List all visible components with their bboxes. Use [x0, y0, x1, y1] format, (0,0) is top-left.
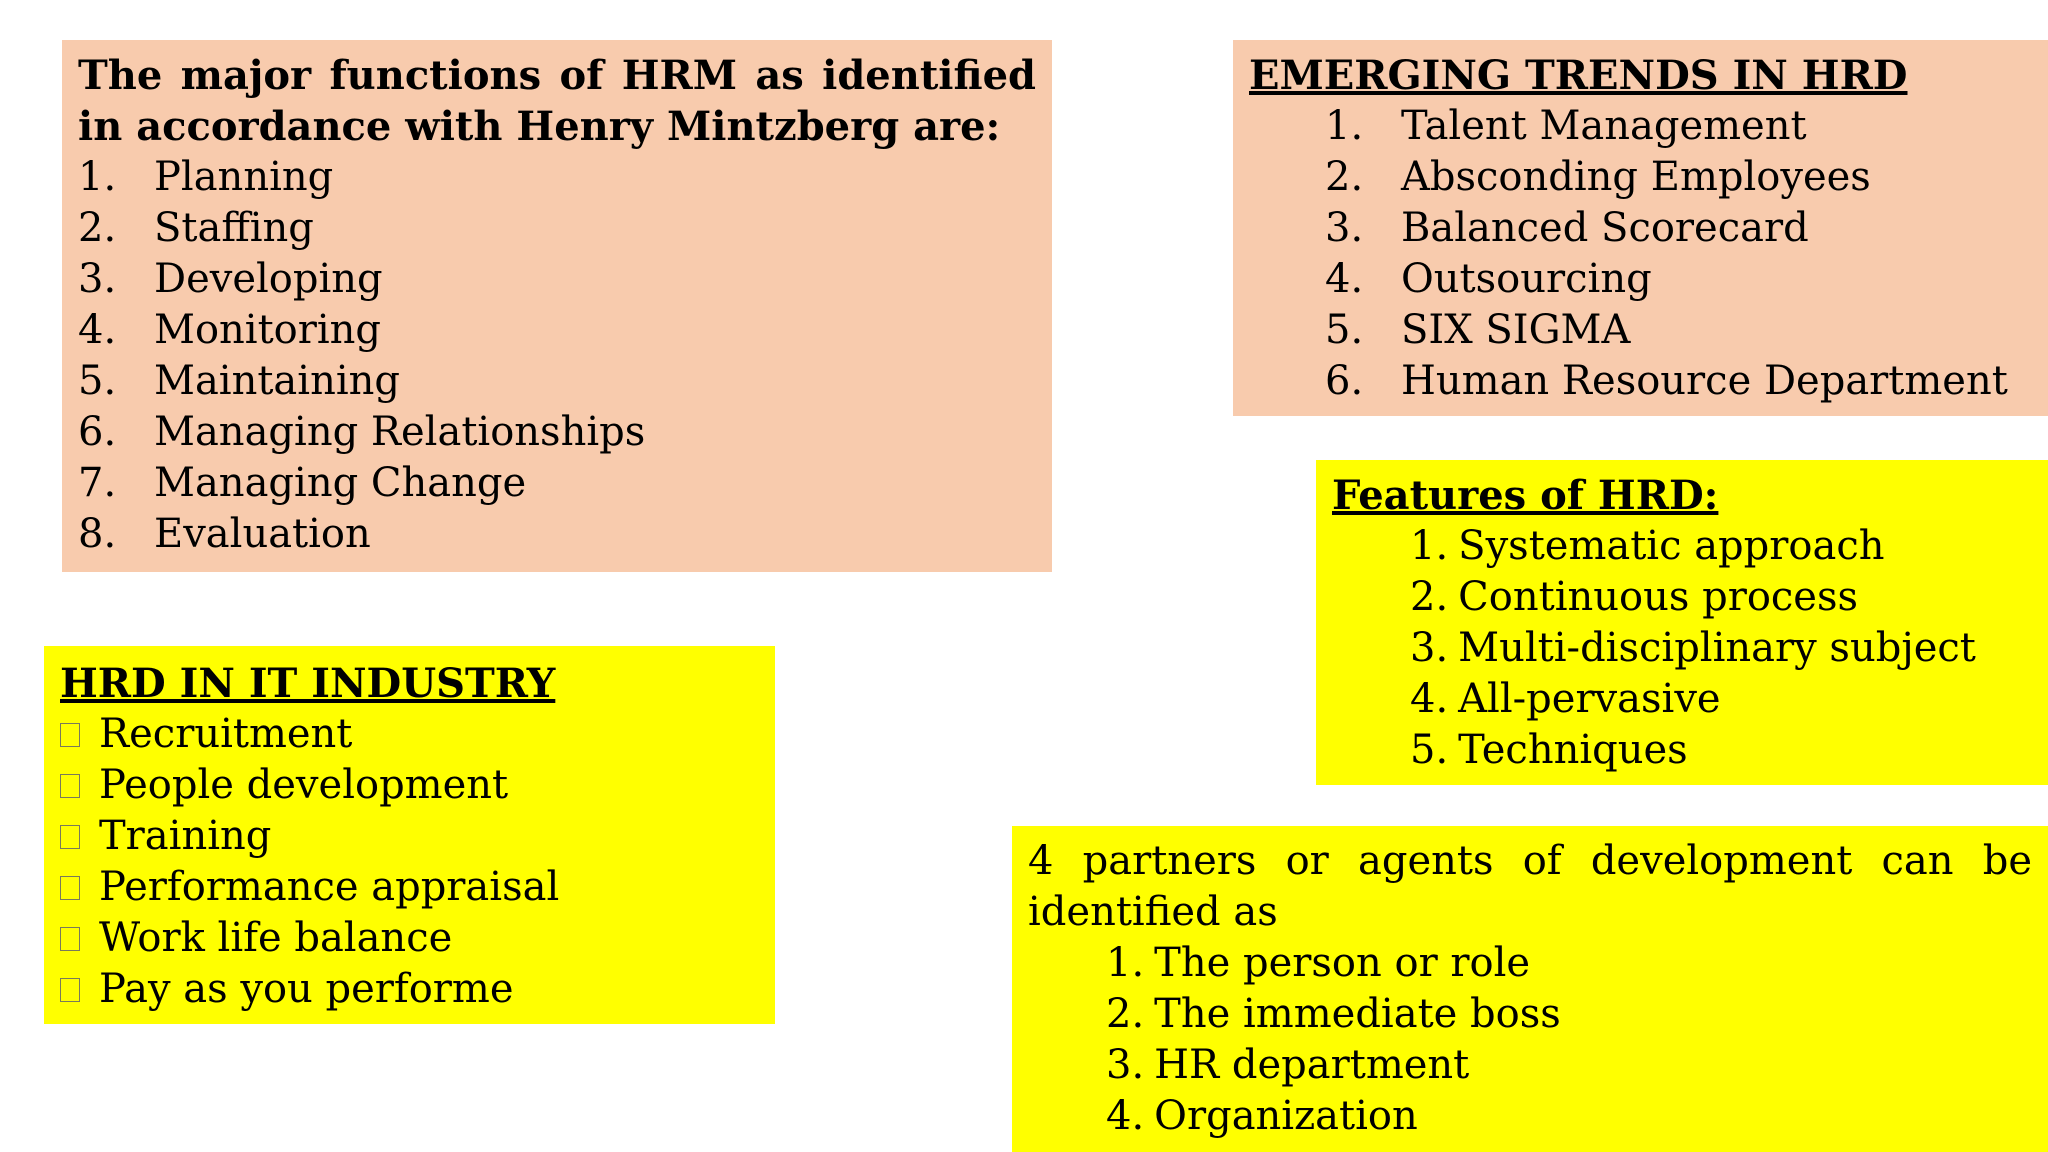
- hrm-functions-heading: The major functions of HRM as identified in accordance with Henry Mintzberg are:: [78, 52, 1036, 150]
- list-item: [1325, 356, 2032, 407]
- item-text: Work life balance: [99, 915, 453, 961]
- list-item: [78, 458, 1036, 509]
- hrm-functions-list: [78, 152, 1036, 560]
- partners-intro-text: 4 partners or agents of development can be identified as: [1028, 838, 2032, 935]
- item-number: 4.: [1106, 1093, 1145, 1139]
- list-item: [78, 305, 1036, 356]
- checkbox-square-icon: [60, 927, 80, 951]
- emerging-trends-box: [1233, 40, 2048, 416]
- item-text: Recruitment: [99, 711, 353, 757]
- item-number: 5.: [78, 358, 117, 404]
- item-text: Human Resource Department: [1401, 358, 2008, 404]
- item-number: 2.: [78, 205, 117, 251]
- list-item: [60, 760, 759, 811]
- item-number: 3.: [1325, 205, 1364, 251]
- item-number: 2.: [1106, 991, 1145, 1037]
- item-text: All-pervasive: [1458, 676, 1721, 722]
- item-number: 8.: [78, 511, 117, 557]
- item-text: Balanced Scorecard: [1401, 205, 1809, 251]
- item-number: 1.: [1410, 523, 1449, 569]
- item-text: People development: [99, 762, 509, 808]
- item-number: 7.: [78, 460, 117, 506]
- item-text: Training: [99, 813, 272, 859]
- list-item: [78, 254, 1036, 305]
- hrm-functions-box: [62, 40, 1052, 572]
- list-item: [60, 811, 759, 862]
- list-item: [1106, 1040, 2032, 1091]
- item-text: Absconding Employees: [1401, 154, 1871, 200]
- list-item: [60, 913, 759, 964]
- list-item: [78, 407, 1036, 458]
- hrd-it-industry-heading: HRD IN IT INDUSTRY: [60, 660, 556, 707]
- item-number: 4.: [78, 307, 117, 353]
- list-item: [1325, 101, 2032, 152]
- emerging-trends-list: [1249, 101, 2032, 407]
- item-text: Maintaining: [154, 358, 400, 404]
- item-text: Pay as you performe: [99, 966, 514, 1012]
- item-text: Performance appraisal: [99, 864, 560, 910]
- item-text: The immediate boss: [1154, 991, 1561, 1037]
- item-text: Multi-disciplinary subject: [1458, 625, 1976, 671]
- list-item: [60, 964, 759, 1015]
- list-item: [1325, 254, 2032, 305]
- partners-development-box: [1012, 826, 2048, 1152]
- list-item: [1325, 152, 2032, 203]
- checkbox-square-icon: [60, 978, 80, 1002]
- item-text: Staffing: [154, 205, 314, 251]
- item-number: 3.: [1410, 625, 1449, 671]
- item-text: SIX SIGMA: [1401, 307, 1631, 353]
- item-number: 1.: [78, 154, 117, 200]
- item-text: The person or role: [1154, 940, 1531, 986]
- item-text: HR department: [1154, 1042, 1470, 1088]
- item-text: Talent Management: [1401, 103, 1807, 149]
- list-item: [1325, 203, 2032, 254]
- item-number: 4.: [1325, 256, 1364, 302]
- item-number: 5.: [1410, 727, 1449, 773]
- list-item: [78, 356, 1036, 407]
- list-item: [1325, 305, 2032, 356]
- hrd-it-industry-box: [44, 646, 775, 1024]
- list-item: [60, 862, 759, 913]
- list-item: [1410, 521, 2032, 572]
- item-text: Managing Relationships: [154, 409, 646, 455]
- item-number: 3.: [1106, 1042, 1145, 1088]
- list-item: [1410, 572, 2032, 623]
- item-text: Evaluation: [154, 511, 371, 557]
- list-item: [78, 203, 1036, 254]
- item-number: 6.: [1325, 358, 1364, 404]
- item-text: Planning: [154, 154, 334, 200]
- hrd-it-industry-list: [60, 709, 759, 1015]
- item-text: Continuous process: [1458, 574, 1859, 620]
- checkbox-square-icon: [60, 774, 80, 798]
- item-number: 2.: [1410, 574, 1449, 620]
- checkbox-square-icon: [60, 723, 80, 747]
- item-number: 1.: [1106, 940, 1145, 986]
- list-item: [1410, 674, 2032, 725]
- item-number: 4.: [1410, 676, 1449, 722]
- item-number: 6.: [78, 409, 117, 455]
- list-item: [78, 509, 1036, 560]
- item-text: Monitoring: [154, 307, 382, 353]
- item-number: 5.: [1325, 307, 1364, 353]
- list-item: [1410, 725, 2032, 776]
- item-text: Managing Change: [154, 460, 527, 506]
- item-text: Organization: [1154, 1093, 1418, 1139]
- features-hrd-list: [1332, 521, 2032, 776]
- partners-list: [1028, 938, 2032, 1142]
- item-number: 3.: [78, 256, 117, 302]
- list-item: [1106, 989, 2032, 1040]
- list-item: [1106, 1091, 2032, 1142]
- features-hrd-box: [1316, 460, 2048, 785]
- emerging-trends-heading: EMERGING TRENDS IN HRD: [1249, 52, 1908, 99]
- item-text: Techniques: [1458, 727, 1688, 773]
- list-item: [1410, 623, 2032, 674]
- checkbox-square-icon: [60, 876, 80, 900]
- features-hrd-heading: Features of HRD:: [1332, 472, 1719, 519]
- item-number: 1.: [1325, 103, 1364, 149]
- list-item: [60, 709, 759, 760]
- item-number: 2.: [1325, 154, 1364, 200]
- item-text: Developing: [154, 256, 383, 302]
- list-item: [1106, 938, 2032, 989]
- item-text: Outsourcing: [1401, 256, 1652, 302]
- checkbox-square-icon: [60, 825, 80, 849]
- list-item: [78, 152, 1036, 203]
- item-text: Systematic approach: [1458, 523, 1885, 569]
